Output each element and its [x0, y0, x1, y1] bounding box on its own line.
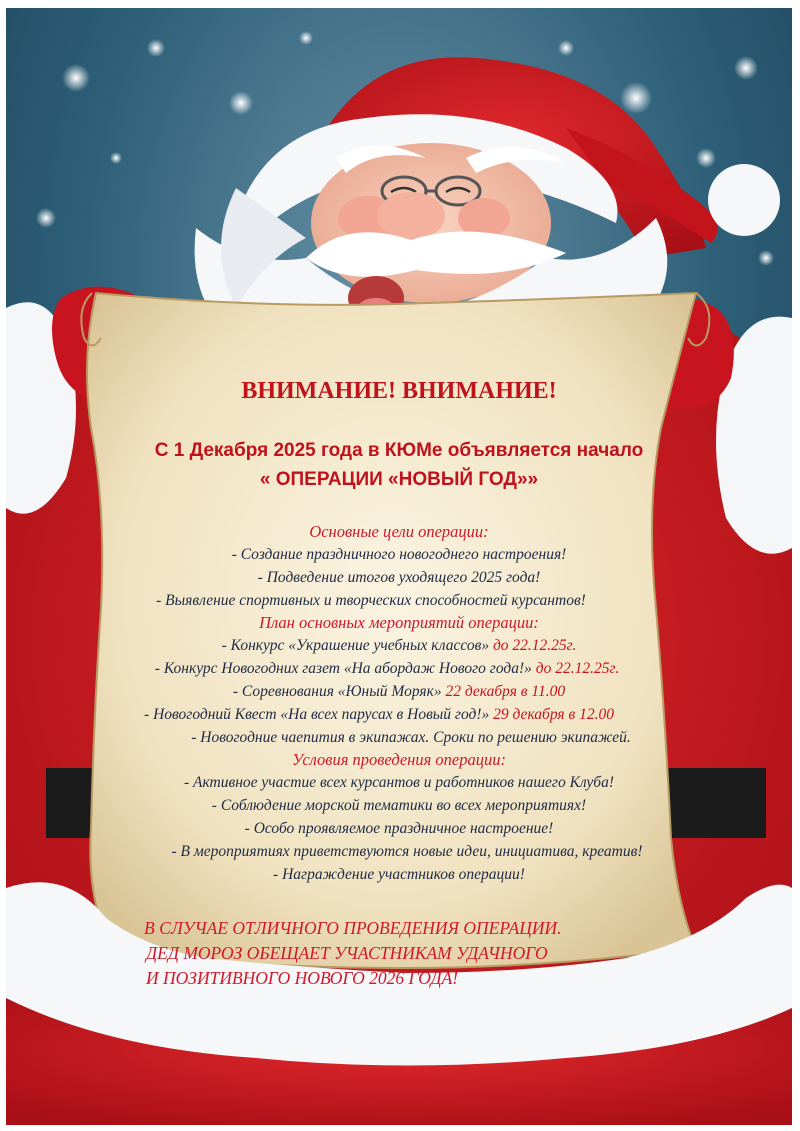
- plan-item-date: 22 декабря в 11.00: [441, 683, 566, 700]
- plan-item-5: [18, 729, 792, 747]
- plan-item-text: - Конкурс Новогодних газет «На абордаж Нового года!»: [154, 660, 532, 677]
- conditions-title: Условия проведения операции:: [291, 750, 506, 769]
- intro-line-2: « ОПЕРАЦИИ «НОВЫЙ ГОД»»: [259, 469, 539, 490]
- plan-item-text: - Соревнования «Юный Моряк»: [232, 683, 442, 700]
- attention-heading: ВНИМАНИЕ! ВНИМАНИЕ!: [241, 378, 557, 404]
- intro-line-1: С 1 Декабря 2025 года в КЮМе объявляется начало: [154, 440, 644, 461]
- plan-item-text: - Конкурс «Украшение учебных классов»: [221, 637, 490, 654]
- plan-item-text: - Новогодний Квест «На всех парусах в Новый год!»: [144, 706, 490, 723]
- closing-line-3: И ПОЗИТИВНОГО НОВОГО 2026 ГОДА!: [146, 968, 459, 988]
- condition-item-3: - Особо проявляемое праздничное настроение!: [244, 820, 554, 837]
- plan-item-4: [6, 706, 772, 724]
- plan-title: План основных мероприятий операции:: [259, 613, 539, 632]
- poster: [6, 8, 792, 1125]
- closing-line-1: В СЛУЧАЕ ОТЛИЧНОГО ПРОВЕДЕНИЯ ОПЕРАЦИИ.: [144, 918, 562, 938]
- goal-item-1: - Создание праздничного новогоднего настроения!: [231, 546, 567, 563]
- plan-item-date: до 22.12.25г.: [531, 660, 620, 677]
- goals-title: Основные цели операции:: [309, 522, 489, 541]
- plan-item-date: до 22.12.25г.: [489, 637, 577, 654]
- condition-item-4: - В мероприятиях приветствуются новые идеи, инициатива, креатив!: [171, 843, 643, 860]
- plan-item-1: [6, 637, 792, 655]
- goal-item-3: - Выявление спортивных и творческих способностей курсантов!: [156, 592, 586, 609]
- condition-item-5: - Награждение участников операции!: [273, 866, 525, 883]
- plan-item-2: [6, 660, 780, 678]
- plan-item-date: 29 декабря в 12.00: [489, 706, 614, 723]
- goal-item-2: - Подведение итогов уходящего 2025 года!: [257, 569, 541, 586]
- closing-line-2: ДЕД МОРОЗ ОБЕЩАЕТ УЧАСТНИКАМ УДАЧНОГО: [146, 943, 548, 963]
- condition-item-1: - Активное участие всех курсантов и работников нашего Клуба!: [183, 774, 615, 791]
- condition-item-2: - Соблюдение морской тематики во всех мероприятиях!: [211, 797, 587, 814]
- plan-item-3: [6, 683, 792, 701]
- plan-item-text: - Новогодние чаепития в экипажах. Сроки по решению экипажей.: [191, 729, 631, 746]
